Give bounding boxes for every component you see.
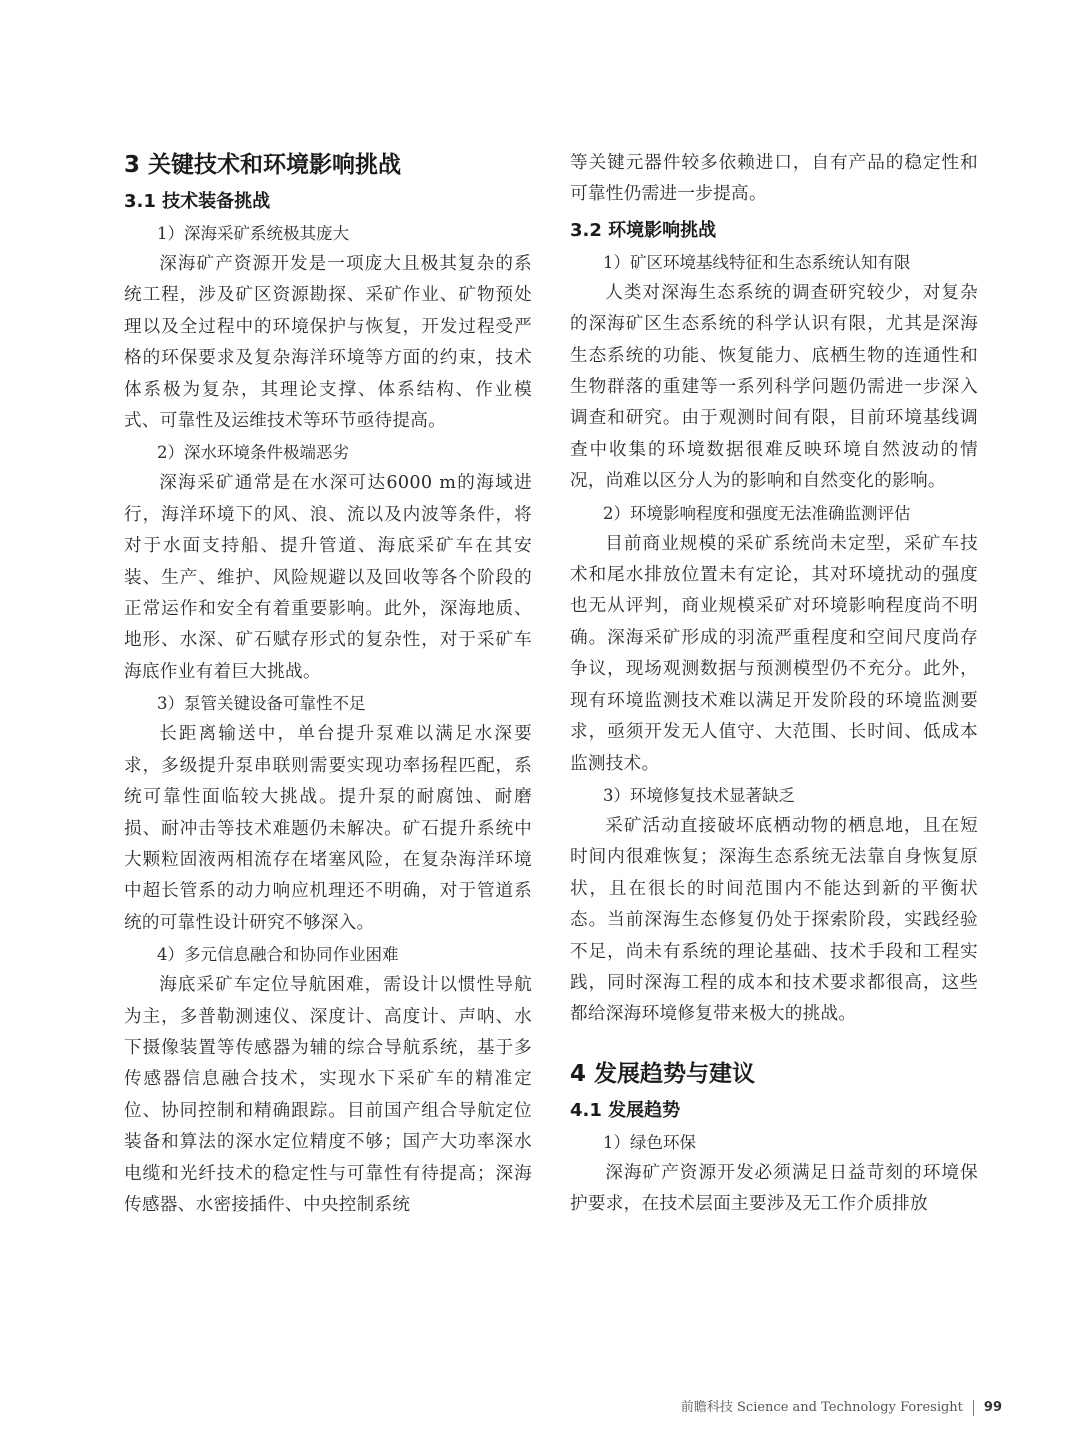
env-item-3-paragraph: 采矿活动直接破坏底栖动物的栖息地，且在短时间内很难恢复；深海生态系统无法靠自身恢复原状，且在很长的时间范围内不能达到新的平衡状态。当前深海生态修复仍处于探索阶段，实践经验不足，尚未有系统的理论基础、技术手段和工程实践，同时深海工程的成本和技术要求都很高，这些都给深海环境修复带来极大的挑战。 xyxy=(570,815,978,1025)
env-item-1-paragraph: 人类对深海生态系统的调查研究较少，对复杂的深海矿区生态系统的科学认识有限，尤其是深海生态系统的功能、恢复能力、底栖生物的连通性和生物群落的重建等一系列科学问题仍需进一步深入调查和研究。由于观测时间有限，目前环境基线调查中收集的环境数据很难反映环境自然波动的情况，尚难以区分人为的影响和自然变化的影响。 xyxy=(570,282,978,492)
item-1-paragraph: 深海矿产资源开发是一项庞大且极其复杂的系统工程，涉及矿区资源勘探、采矿作业、矿物预处理以及全过程中的环境保护与恢复，开发过程受严格的环保要求及复杂海洋环境等方面的约束，技术体系极为复杂，其理论支撑、体系结构、作业模式、可靠性及运维技术等环节亟待提高。 xyxy=(124,254,532,432)
page-number: 99 xyxy=(983,1400,1002,1415)
continued-paragraph: 等关键元器件较多依赖进口，自有产品的稳定性和可靠性仍需进一步提高。 xyxy=(570,153,978,205)
section-spacer xyxy=(570,1031,978,1057)
env-item-2-paragraph: 目前商业规模的采矿系统尚未定型，采矿车技术和尾水排放位置未有定论，其对环境扰动的强度也无从评判，商业规模采矿对环境影响程度尚不明确。深海采矿形成的羽流严重程度和空间尺度尚存争议，现场观测数据与预测模型仍不充分。此外，现有环境监测技术难以满足开发阶段的环境监测要求，亟须开发无人值守、大范围、长时间、低成本监测技术。 xyxy=(570,533,978,774)
footer-divider xyxy=(973,1400,974,1416)
section-4-heading: 4 发展趋势与建议 xyxy=(570,1060,756,1087)
item-1-heading: 1）深海采矿系统极其庞大 xyxy=(157,224,349,243)
item-3-heading: 3）泵管关键设备可靠性不足 xyxy=(157,694,366,714)
section-3-heading: 3 关键技术和环境影响挑战 xyxy=(124,152,402,178)
item-4-heading: 4）多元信息融合和协同作业困难 xyxy=(157,945,399,965)
page-footer xyxy=(681,1396,1002,1416)
env-item-1-heading: 1）矿区环境基线特征和生态系统认知有限 xyxy=(603,252,911,272)
section-3-2-heading: 3.2 环境影响挑战 xyxy=(570,219,717,241)
journal-name: 前瞻科技 Science and Technology Foresight xyxy=(680,1400,963,1415)
env-item-3-heading: 3）环境修复技术显著缺乏 xyxy=(603,785,795,805)
item-2-paragraph: 深海采矿通常是在水深可达6000 m的海域进行，海洋环境下的风、浪、流以及内波等条件，将对于水面支持船、提升管道、海底采矿车在其安装、生产、维护、风险规避以及回收等各个阶段的正常运作和安全有着重要影响。此外，深海地质、地形、水深、矿石赋存形式的复杂性，对于采矿车海底作业有着巨大挑战。 xyxy=(124,473,532,682)
item-4-paragraph: 海底采矿车定位导航困难，需设计以惯性导航为主，多普勒测速仪、深度计、高度计、声呐、水下摄像装置等传感器为辅的综合导航系统，基于多传感器信息融合技术，实现水下采矿车的精准定位、协同控制和精确跟踪。目前国产组合导航定位装备和算法的深水定位精度不够；国产大功率深水电缆和光纤技术的稳定性与可靠性有待提高；深海传感器、水密接插件、中央控制系统 xyxy=(124,975,532,1215)
right-column xyxy=(570,148,978,1221)
env-item-2-heading: 2）环境影响程度和强度无法准确监测评估 xyxy=(603,503,911,523)
section-4-1-heading: 4.1 发展趋势 xyxy=(570,1099,681,1121)
trend-1-paragraph: 深海矿产资源开发必须满足日益苛刻的环境保护要求，在技术层面主要涉及无工作介质排放 xyxy=(570,1162,978,1215)
item-3-paragraph: 长距离输送中，单台提升泵难以满足水深要求，多级提升泵串联则需要实现功率扬程匹配，系统可靠性面临较大挑战。提升泵的耐腐蚀、耐磨损、耐冲击等技术难题仍未解决。矿石提升系统中大颗粒固液两相流存在堵塞风险，在复杂海洋环境中超长管系的动力响应机理还不明确，对于管道系统的可靠性设计研究不够深入。 xyxy=(124,724,532,933)
left-column xyxy=(124,148,532,1221)
item-2-heading: 2）深水环境条件极端恶劣 xyxy=(157,443,349,463)
trend-1-heading: 1）绿色环保 xyxy=(603,1132,696,1152)
section-3-1-heading: 3.1 技术装备挑战 xyxy=(124,191,271,212)
